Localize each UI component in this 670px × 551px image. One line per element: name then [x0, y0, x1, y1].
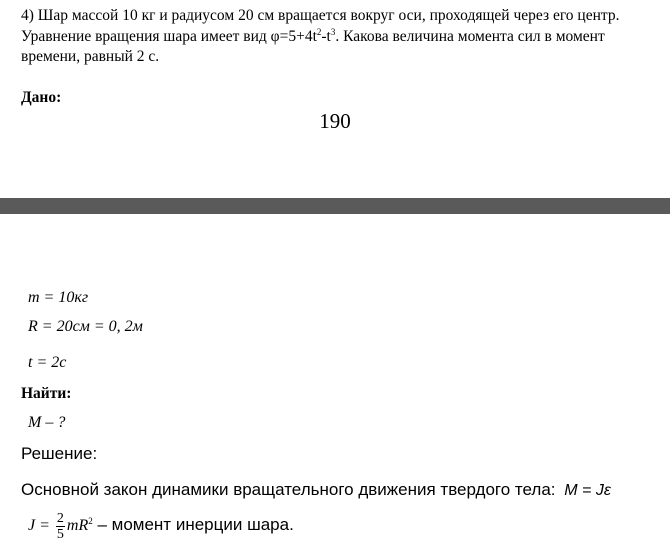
page-break-divider — [0, 198, 670, 214]
exponent-3: 3 — [330, 26, 336, 37]
page-number: 190 — [319, 109, 351, 133]
dynamics-law-text: Основной закон динамики вращательного движения твердого тела: — [21, 480, 556, 499]
fraction-numerator: 2 — [56, 511, 64, 526]
dynamics-law-formula: M = Jε — [564, 482, 611, 499]
inertia-lhs: J = — [28, 517, 50, 535]
find-value: M – ? — [28, 414, 66, 431]
fraction-denominator: 5 — [56, 527, 64, 542]
problem-text-part-2: -t — [321, 27, 331, 45]
given-mass: m = 10кг — [28, 289, 89, 306]
given-heading: Дано: — [21, 89, 62, 106]
find-heading: Найти: — [21, 385, 72, 402]
inertia-line — [28, 511, 294, 542]
given-time: t = 2с — [28, 354, 67, 371]
problem-text-part-1: 4) Шар массой 10 кг и радиусом 20 см вращается вокруг оси, проходящей через его центр. Уравнение вращения шара имеет вид φ=5+4t — [21, 7, 620, 45]
given-radius: R = 20см = 0, 2м — [28, 318, 143, 335]
exponent-2: 2 — [316, 26, 322, 37]
dynamics-law-line — [21, 480, 611, 500]
solution-heading: Решение: — [21, 444, 98, 463]
inertia-exponent: 2 — [88, 515, 93, 526]
problem-text-part-3: . Какова величина момента сил в момент времени, равный 2 с. — [21, 27, 605, 65]
fraction-two-fifths — [56, 511, 65, 542]
problem-statement — [21, 6, 661, 68]
inertia-mr: mR — [66, 517, 89, 535]
inertia-text: – момент инерции шара. — [92, 515, 294, 535]
